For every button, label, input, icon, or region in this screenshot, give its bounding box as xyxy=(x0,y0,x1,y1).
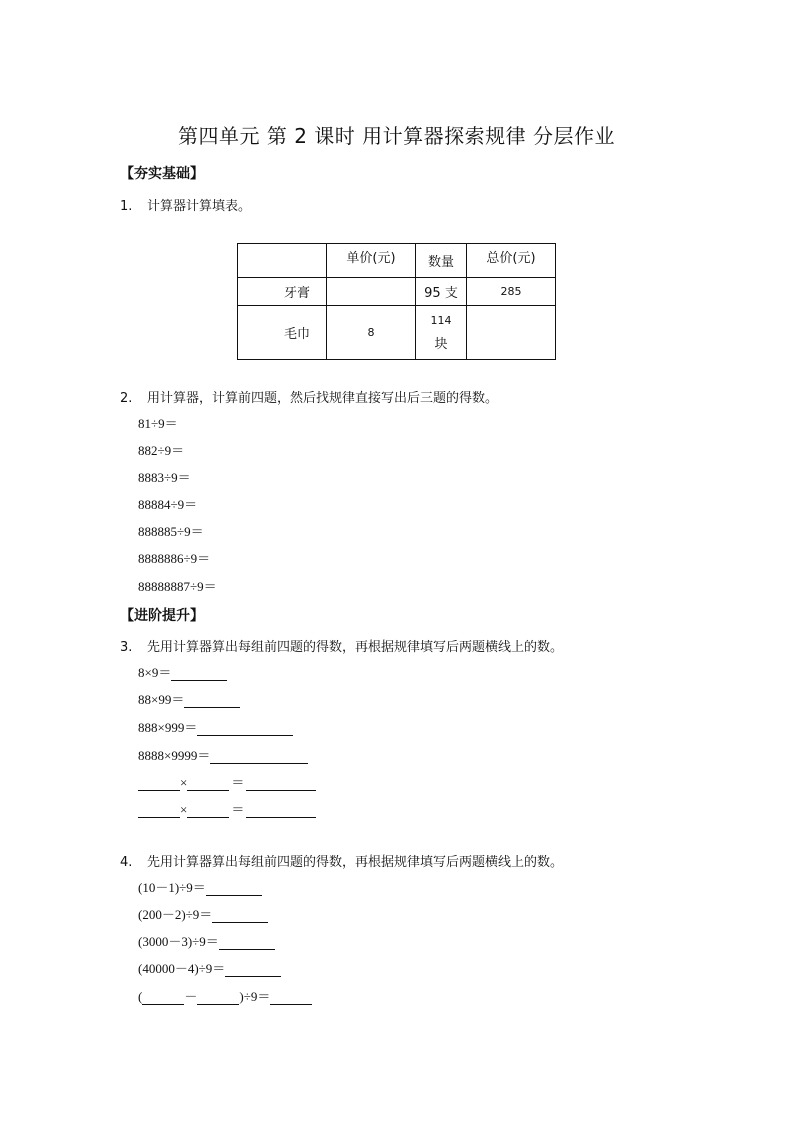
table-cell-item: 牙膏 xyxy=(238,278,327,306)
answer-blank[interactable] xyxy=(187,776,229,791)
question-3 xyxy=(120,636,563,655)
answer-blank[interactable] xyxy=(197,990,239,1005)
pattern-line xyxy=(138,986,312,1005)
answer-blank[interactable] xyxy=(246,803,316,818)
equals-sign: ＝ xyxy=(231,775,245,790)
times-sign: × xyxy=(180,775,188,790)
equation-line: 888885÷9＝ xyxy=(138,524,204,539)
table-cell-quantity xyxy=(416,306,467,360)
question-text: 先用计算器算出每组前四题的得数，再根据规律填写后两题横线上的数。 xyxy=(147,855,564,870)
equation-line xyxy=(138,745,308,764)
equation-text: 8888×9999＝ xyxy=(138,748,211,763)
table-row xyxy=(238,278,556,306)
answer-blank[interactable] xyxy=(187,803,229,818)
equation-line xyxy=(138,931,275,950)
open-paren: ( xyxy=(138,989,143,1004)
table-cell-total: 285 xyxy=(467,278,556,306)
equation-line xyxy=(138,662,227,681)
equation-text: 8×9＝ xyxy=(138,665,172,680)
table-cell-item: 毛巾 xyxy=(238,306,327,360)
quantity-unit: 块 xyxy=(434,336,448,352)
question-4 xyxy=(120,851,563,870)
pattern-line xyxy=(138,772,316,791)
equation-line: 88884÷9＝ xyxy=(138,497,198,512)
table-cell-total[interactable] xyxy=(467,306,556,360)
equation-text: 888×999＝ xyxy=(138,720,198,735)
question-text: 先用计算器算出每组前四题的得数，再根据规律填写后两题横线上的数。 xyxy=(147,640,564,655)
pattern-line xyxy=(138,799,316,818)
table-cell-unit-price: 8 xyxy=(327,306,416,360)
price-table xyxy=(237,243,556,360)
equation-text: (200－2)÷9＝ xyxy=(138,907,213,922)
question-2 xyxy=(120,387,498,406)
question-number: 2. xyxy=(120,391,133,406)
equation-line: 8883÷9＝ xyxy=(138,470,191,485)
table-header-cell xyxy=(416,244,467,278)
equation-text: (3000－3)÷9＝ xyxy=(138,934,219,949)
question-1 xyxy=(120,195,251,214)
table-cell-unit-price[interactable] xyxy=(327,278,416,306)
question-number: 3. xyxy=(120,640,133,655)
close-paren-divide: )÷9＝ xyxy=(239,989,271,1004)
answer-blank[interactable] xyxy=(246,776,316,791)
equation-text: 88×99＝ xyxy=(138,692,185,707)
question-text: 计算器计算填表。 xyxy=(147,199,252,214)
question-text: 用计算器，计算前四题，然后找规律直接写出后三题的得数。 xyxy=(147,391,499,406)
answer-blank[interactable] xyxy=(197,721,293,736)
table-header-cell xyxy=(467,244,556,278)
answer-blank[interactable] xyxy=(219,935,275,950)
equation-line: 88888887÷9＝ xyxy=(138,579,217,594)
answer-blank[interactable] xyxy=(270,990,312,1005)
quantity-number: 114 xyxy=(430,313,452,327)
equation-line: 882÷9＝ xyxy=(138,443,185,458)
answer-blank[interactable] xyxy=(142,990,184,1005)
answer-blank[interactable] xyxy=(212,908,268,923)
answer-blank[interactable] xyxy=(138,776,180,791)
equation-line: 81÷9＝ xyxy=(138,416,178,431)
minus-sign: － xyxy=(184,989,198,1004)
header-total-price: 总价(元) xyxy=(486,251,536,266)
table-cell-quantity: 95 支 xyxy=(416,278,467,306)
equation-text: (40000－4)÷9＝ xyxy=(138,961,226,976)
equation-line xyxy=(138,877,262,896)
header-quantity: 数量 xyxy=(427,255,454,270)
section-heading-basic: 【夯实基础】 xyxy=(120,166,204,182)
equation-line xyxy=(138,904,268,923)
equation-line xyxy=(138,689,240,708)
equation-text: (10－1)÷9＝ xyxy=(138,880,206,895)
header-unit-price: 单价(元) xyxy=(346,251,396,266)
table-header-cell xyxy=(238,244,327,278)
section-heading-advanced: 【进阶提升】 xyxy=(120,608,204,624)
answer-blank[interactable] xyxy=(171,666,227,681)
answer-blank[interactable] xyxy=(210,749,308,764)
page-title: 第四单元 第 2 课时 用计算器探索规律 分层作业 xyxy=(177,124,615,148)
question-number: 1. xyxy=(120,199,133,214)
answer-blank[interactable] xyxy=(225,962,281,977)
equation-line xyxy=(138,717,293,736)
table-header-row xyxy=(238,244,556,278)
times-sign: × xyxy=(180,802,188,817)
table-row xyxy=(238,306,556,360)
table-header-cell xyxy=(327,244,416,278)
equation-line xyxy=(138,958,281,977)
equation-line: 8888886÷9＝ xyxy=(138,551,211,566)
answer-blank[interactable] xyxy=(206,881,262,896)
answer-blank[interactable] xyxy=(138,803,180,818)
answer-blank[interactable] xyxy=(184,693,240,708)
equals-sign: ＝ xyxy=(231,802,245,817)
question-number: 4. xyxy=(120,855,133,870)
